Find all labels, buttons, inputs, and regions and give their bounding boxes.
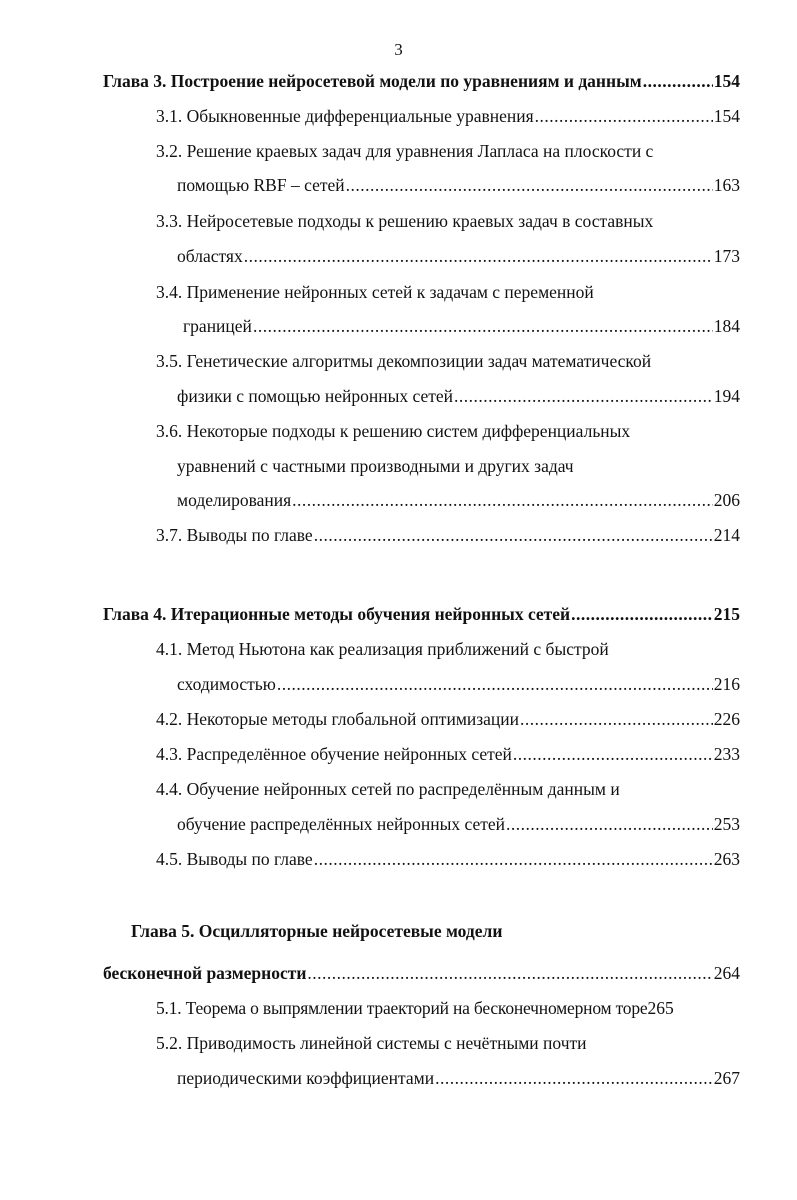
toc-section-4-5[interactable]: [156, 847, 740, 871]
toc-section-3-4[interactable]: [183, 314, 740, 338]
toc-leader-dots: [346, 173, 713, 197]
toc-section-4-2-page: 226: [713, 709, 740, 729]
toc-chapter-3[interactable]: [103, 69, 740, 93]
toc-section-5-2-line1: 5.2. Приводимость линейной системы с нечётными почти: [156, 1033, 587, 1053]
toc-section-4-4-page: 253: [713, 814, 740, 834]
toc-leader-dots: [571, 602, 713, 626]
toc-section-3-3-line1: 3.3. Нейросетевые подходы к решению краевых задач в составных: [156, 211, 654, 231]
toc-section-3-2-title: помощью RBF – сетей: [177, 175, 345, 195]
toc-section-4-5-title: 4.5. Выводы по главе: [156, 849, 313, 869]
toc-section-3-3-page: 173: [713, 246, 740, 266]
toc-chapter-3-title: Глава 3. Построение нейросетевой модели по уравнениям и данным: [103, 71, 642, 91]
toc-leader-dots: [253, 314, 713, 338]
toc-section-3-2-line1: 3.2. Решение краевых задач для уравнения Лапласа на плоскости с: [156, 141, 654, 161]
toc-section-3-4-title: границей: [183, 316, 252, 336]
toc-section-4-2[interactable]: [156, 707, 740, 731]
toc-section-3-5-title: физики с помощью нейронных сетей: [177, 386, 454, 406]
toc-leader-dots: [520, 707, 713, 731]
toc-leader-dots: [244, 244, 713, 268]
page-number: 3: [394, 40, 403, 59]
toc-leader-dots: [314, 847, 713, 871]
toc-section-5-1-page: 265: [647, 998, 674, 1018]
toc-leader-dots: [277, 672, 713, 696]
toc-section-4-4[interactable]: [177, 812, 740, 836]
toc-section-3-5-page: 194: [713, 386, 740, 406]
toc-section-3-6[interactable]: [177, 488, 740, 512]
toc-section-3-1-title: 3.1. Обыкновенные дифференциальные уравнения: [156, 106, 534, 126]
toc-section-5-1-title: 5.1. Теорема о выпрямлении траекторий на бесконечномерном торе: [156, 998, 648, 1018]
toc-section-3-6-title: моделирования: [177, 490, 292, 510]
toc-chapter-5-title: бесконечной размерности: [103, 963, 307, 983]
toc-section-4-1[interactable]: [177, 672, 740, 696]
toc-section-4-3-page: 233: [713, 744, 740, 764]
toc-section-3-2-page: 163: [713, 175, 740, 195]
toc-section-3-5-line1: 3.5. Генетические алгоритмы декомпозиции задач математической: [156, 351, 652, 371]
toc-leader-dots: [314, 523, 713, 547]
toc-section-5-1[interactable]: [156, 996, 740, 1020]
toc-chapter-4[interactable]: [103, 602, 740, 626]
toc-section-3-6-page: 206: [713, 490, 740, 510]
toc-section-3-2[interactable]: [177, 173, 740, 197]
toc-leader-dots: [292, 488, 713, 512]
toc-section-4-1-line1: 4.1. Метод Ньютона как реализация приближений с быстрой: [156, 639, 609, 659]
toc-section-3-3-title: областях: [177, 246, 243, 266]
toc-leader-dots: [307, 961, 712, 985]
toc-section-5-2[interactable]: [177, 1066, 740, 1090]
toc-leader-dots: [513, 742, 713, 766]
toc-leader-dots: [535, 104, 713, 128]
toc-section-3-4-line1: 3.4. Применение нейронных сетей к задачам с переменной: [156, 282, 594, 302]
toc-leader-dots: [454, 384, 713, 408]
toc-section-4-2-title: 4.2. Некоторые методы глобальной оптимизации: [156, 709, 520, 729]
toc-leader-dots: [435, 1066, 713, 1090]
toc-section-3-6-line1: 3.6. Некоторые подходы к решению систем дифференциальных: [156, 421, 631, 441]
toc-chapter-4-page: 215: [713, 604, 740, 624]
toc-section-3-7-title: 3.7. Выводы по главе: [156, 525, 313, 545]
toc-section-4-1-page: 216: [713, 674, 740, 694]
toc-section-4-4-title: обучение распределённых нейронных сетей: [177, 814, 506, 834]
toc-section-3-1[interactable]: [156, 104, 740, 128]
toc-section-3-5[interactable]: [177, 384, 740, 408]
toc-chapter-5[interactable]: [103, 961, 740, 985]
toc-chapter-5-title-line1: Глава 5. Осцилляторные нейросетевые модели: [131, 921, 503, 941]
toc-chapter-3-page: 154: [713, 71, 740, 91]
toc-section-3-3[interactable]: [177, 244, 740, 268]
toc-section-3-7-page: 214: [713, 525, 740, 545]
toc-leader-dots: [643, 69, 713, 93]
toc-chapter-5-page: 264: [713, 963, 740, 983]
toc-section-3-7[interactable]: [156, 523, 740, 547]
toc-section-3-4-page: 184: [713, 316, 740, 336]
toc-section-5-2-page: 267: [713, 1068, 740, 1088]
toc-section-4-1-title: сходимостью: [177, 674, 276, 694]
toc-leader-dots: [506, 812, 713, 836]
toc-section-4-4-line1: 4.4. Обучение нейронных сетей по распределённым данным и: [156, 779, 620, 799]
toc-section-4-5-page: 263: [713, 849, 740, 869]
toc-section-4-3-title: 4.3. Распределённое обучение нейронных сетей: [156, 744, 512, 764]
toc-section-4-3[interactable]: [156, 742, 740, 766]
toc-section-3-1-page: 154: [713, 106, 740, 126]
toc-chapter-4-title: Глава 4. Итерационные методы обучения нейронных сетей: [103, 604, 571, 624]
toc-section-3-6-line2: уравнений с частными производными и других задач: [177, 456, 574, 476]
toc-section-5-2-title: периодическими коэффициентами: [177, 1068, 435, 1088]
